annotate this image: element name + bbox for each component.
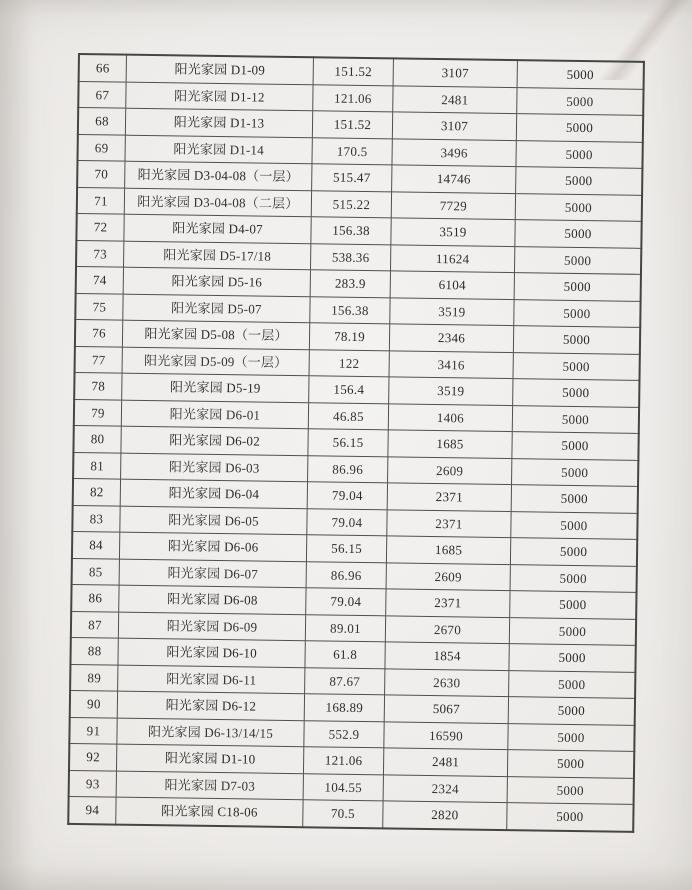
row-no-cell: 91 (69, 717, 117, 744)
scan-shadow-top (0, 0, 692, 18)
area-cell: 283.9 (310, 270, 390, 298)
amount-cell: 2371 (387, 509, 511, 537)
amount-cell: 3416 (389, 350, 513, 378)
fee-cell: 5000 (509, 644, 636, 672)
area-cell: 46.85 (308, 402, 388, 430)
area-cell: 168.89 (304, 694, 384, 722)
area-cell: 86.96 (308, 455, 388, 483)
fee-cell: 5000 (512, 432, 639, 460)
row-no-cell: 70 (77, 161, 125, 188)
property-name-cell: 阳光家园 D6-06 (119, 532, 306, 561)
area-cell: 56.15 (308, 429, 388, 457)
area-cell: 121.06 (303, 747, 383, 775)
amount-cell: 14746 (392, 165, 516, 193)
fee-cell: 5000 (512, 458, 639, 486)
amount-cell: 2820 (383, 801, 507, 830)
amount-cell: 2481 (393, 85, 517, 113)
area-cell: 86.96 (306, 561, 386, 589)
fee-cell: 5000 (515, 220, 642, 248)
property-name-cell: 阳光家园 C18-06 (116, 797, 303, 827)
area-cell: 78.19 (309, 323, 389, 351)
fee-cell: 5000 (516, 140, 643, 168)
fee-cell: 5000 (516, 167, 643, 195)
fee-cell: 5000 (508, 723, 635, 751)
row-no-cell: 73 (76, 240, 124, 267)
amount-cell: 2324 (383, 774, 507, 802)
row-no-cell: 81 (73, 452, 121, 479)
row-no-cell: 92 (69, 743, 117, 770)
fee-cell: 5000 (507, 750, 634, 778)
amount-cell: 1685 (386, 536, 510, 564)
amount-cell: 5067 (384, 695, 508, 723)
fee-cell: 5000 (509, 617, 636, 645)
fee-table-body (68, 54, 644, 831)
property-name-cell: 阳光家园 D5-17/18 (124, 241, 311, 270)
row-no-cell: 71 (77, 187, 125, 214)
amount-cell: 3519 (390, 297, 514, 325)
property-name-cell: 阳光家园 D1-13 (125, 108, 312, 137)
fee-cell: 5000 (511, 485, 638, 513)
row-no-cell: 80 (73, 425, 121, 452)
property-name-cell: 阳光家园 D6-09 (118, 612, 305, 641)
area-cell: 151.52 (312, 111, 392, 139)
fee-cell: 5000 (511, 511, 638, 539)
amount-cell: 3107 (393, 58, 517, 87)
area-cell: 122 (309, 349, 389, 377)
row-no-cell: 94 (68, 796, 116, 824)
amount-cell: 1685 (388, 430, 512, 458)
area-cell: 156.38 (310, 296, 390, 324)
amount-cell: 11624 (390, 244, 514, 272)
property-name-cell: 阳光家园 D1-14 (125, 135, 312, 164)
row-no-cell: 66 (79, 54, 127, 82)
amount-cell: 3519 (389, 377, 513, 405)
amount-cell: 3519 (391, 218, 515, 246)
fee-cell: 5000 (514, 246, 641, 274)
row-no-cell: 82 (73, 478, 121, 505)
amount-cell: 2346 (389, 324, 513, 352)
property-name-cell: 阳光家园 D7-03 (116, 771, 303, 800)
row-no-cell: 79 (74, 399, 122, 426)
area-cell: 121.06 (313, 84, 393, 112)
amount-cell: 2371 (386, 589, 510, 617)
area-cell: 79.04 (307, 482, 387, 510)
row-no-cell: 84 (72, 531, 120, 558)
area-cell: 87.67 (305, 667, 385, 695)
area-cell: 79.04 (306, 588, 386, 616)
amount-cell: 2609 (386, 562, 510, 590)
row-no-cell: 93 (69, 770, 117, 797)
property-name-cell: 阳光家园 D6-03 (121, 453, 308, 482)
row-no-cell: 83 (72, 505, 120, 532)
fee-cell: 5000 (507, 803, 634, 832)
row-no-cell: 87 (71, 611, 119, 638)
fee-cell: 5000 (517, 87, 644, 115)
amount-cell: 2630 (385, 668, 509, 696)
property-name-cell: 阳光家园 D5-16 (123, 267, 310, 296)
fee-cell: 5000 (515, 193, 642, 221)
fee-cell: 5000 (508, 697, 635, 725)
area-cell: 151.52 (313, 57, 393, 85)
property-name-cell: 阳光家园 D4-07 (124, 214, 311, 243)
property-name-cell: 阳光家园 D6-12 (117, 691, 304, 720)
amount-cell: 6104 (390, 271, 514, 299)
property-name-cell: 阳光家园 D6-07 (119, 559, 306, 588)
area-cell: 156.4 (309, 376, 389, 404)
row-no-cell: 90 (70, 690, 118, 717)
area-cell: 61.8 (305, 641, 385, 669)
area-cell: 515.47 (312, 164, 392, 192)
row-no-cell: 74 (76, 266, 124, 293)
area-cell: 552.9 (304, 720, 384, 748)
property-name-cell: 阳光家园 D5-07 (123, 294, 310, 323)
fee-cell: 5000 (513, 352, 640, 380)
property-name-cell: 阳光家园 D5-09（一层） (122, 347, 309, 376)
property-name-cell: 阳光家园 D1-12 (126, 82, 313, 111)
fee-cell: 5000 (517, 60, 644, 89)
row-no-cell: 75 (75, 293, 123, 320)
fee-cell: 5000 (512, 405, 639, 433)
amount-cell: 3107 (392, 112, 516, 140)
row-no-cell: 85 (72, 558, 120, 585)
area-cell: 89.01 (305, 614, 385, 642)
property-name-cell: 阳光家园 D5-08（一层） (122, 320, 309, 349)
property-name-cell: 阳光家园 D6-10 (118, 638, 305, 667)
property-name-cell: 阳光家园 D6-01 (121, 400, 308, 429)
area-cell: 70.5 (303, 800, 383, 828)
fee-cell: 5000 (514, 273, 641, 301)
property-name-cell: 阳光家园 D6-08 (119, 585, 306, 614)
amount-cell: 3496 (392, 138, 516, 166)
row-no-cell: 77 (75, 346, 123, 373)
amount-cell: 2670 (385, 615, 509, 643)
fee-cell: 5000 (513, 379, 640, 407)
fee-table-wrapper (67, 53, 645, 832)
property-name-cell: 阳光家园 D6-04 (120, 479, 307, 508)
amount-cell: 1854 (385, 642, 509, 670)
amount-cell: 16590 (384, 721, 508, 749)
area-cell: 104.55 (303, 773, 383, 801)
fee-table (67, 53, 645, 832)
property-name-cell: 阳光家园 D1-09 (126, 55, 313, 85)
property-name-cell: 阳光家园 D6-02 (121, 426, 308, 455)
area-cell: 538.36 (310, 243, 390, 271)
fee-cell: 5000 (510, 538, 637, 566)
fee-cell: 5000 (510, 564, 637, 592)
row-no-cell: 72 (76, 213, 124, 240)
property-name-cell: 阳光家园 D6-13/14/15 (117, 718, 304, 747)
amount-cell: 2609 (388, 456, 512, 484)
fee-cell: 5000 (510, 591, 637, 619)
property-name-cell: 阳光家园 D1-10 (116, 744, 303, 773)
row-no-cell: 78 (74, 372, 122, 399)
row-no-cell: 68 (78, 108, 126, 135)
row-no-cell: 88 (70, 637, 118, 664)
property-name-cell: 阳光家园 D6-05 (120, 506, 307, 535)
scan-shadow-bottom (0, 864, 692, 890)
fee-cell: 5000 (513, 326, 640, 354)
amount-cell: 2371 (387, 483, 511, 511)
amount-cell: 2481 (383, 748, 507, 776)
property-name-cell: 阳光家园 D6-11 (118, 665, 305, 694)
row-no-cell: 89 (70, 664, 118, 691)
amount-cell: 7729 (391, 191, 515, 219)
area-cell: 79.04 (307, 508, 387, 536)
row-no-cell: 69 (77, 134, 125, 161)
fee-cell: 5000 (516, 114, 643, 142)
area-cell: 156.38 (311, 217, 391, 245)
area-cell: 170.5 (312, 137, 392, 165)
row-no-cell: 86 (71, 584, 119, 611)
amount-cell: 1406 (388, 403, 512, 431)
property-name-cell: 阳光家园 D3-04-08（二层） (124, 188, 311, 217)
fee-cell: 5000 (509, 670, 636, 698)
fee-cell: 5000 (514, 299, 641, 327)
row-no-cell: 76 (75, 319, 123, 346)
property-name-cell: 阳光家园 D3-04-08（一层） (125, 161, 312, 190)
row-no-cell: 67 (78, 81, 126, 108)
scan-shadow-left (0, 0, 34, 890)
area-cell: 56.15 (306, 535, 386, 563)
property-name-cell: 阳光家园 D5-19 (122, 373, 309, 402)
area-cell: 515.22 (311, 190, 391, 218)
fee-cell: 5000 (507, 776, 634, 804)
